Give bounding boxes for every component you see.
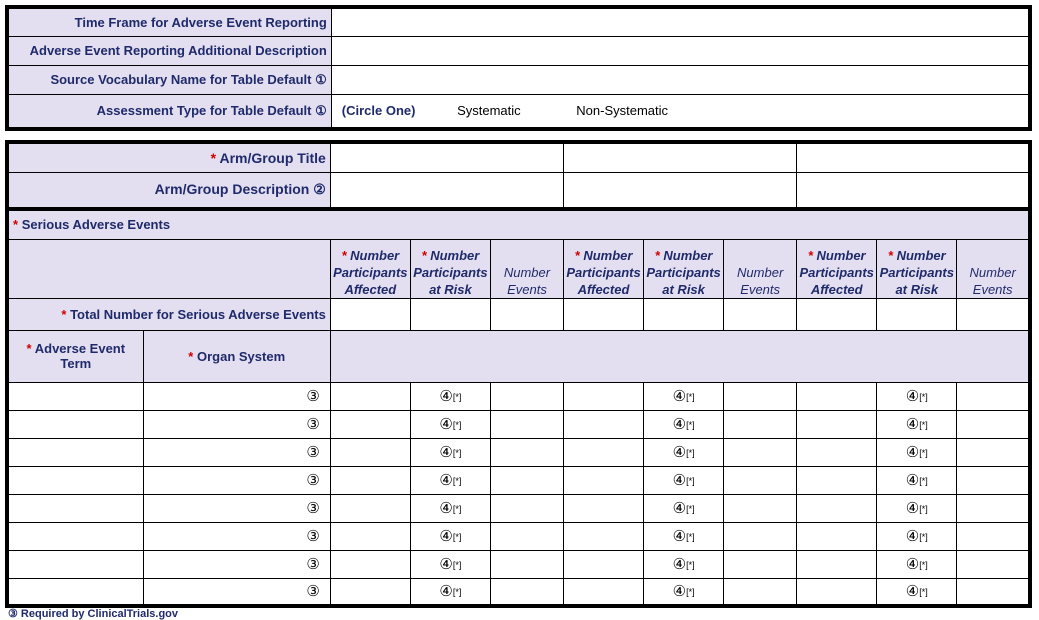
info-marker-4: ④	[439, 556, 453, 573]
required-bracket: [*]	[686, 392, 695, 402]
info-marker-3: ③	[306, 556, 320, 573]
info-marker-4: ④	[905, 556, 920, 573]
affected-input[interactable]	[330, 550, 410, 578]
affected-input[interactable]	[330, 522, 410, 550]
info-marker-4: ④	[672, 556, 687, 573]
arm-3-title-input[interactable]	[797, 142, 1030, 172]
info-marker-3: ③	[306, 416, 320, 433]
info-marker-4: ④	[905, 583, 920, 601]
events-input[interactable]	[490, 578, 563, 606]
events-input[interactable]	[724, 494, 797, 522]
organ-system-input[interactable]	[143, 466, 330, 494]
ae-term-input[interactable]	[7, 522, 143, 550]
required-bracket: [*]	[686, 448, 695, 458]
info-marker-3: ③	[306, 388, 320, 405]
serious-adverse-events-table	[5, 140, 1032, 608]
total-cell[interactable]	[724, 298, 797, 330]
events-input[interactable]	[724, 438, 797, 466]
total-cell[interactable]	[410, 298, 490, 330]
arm-1-affected-header: * Number Participants Affected	[330, 239, 410, 298]
affected-input[interactable]	[330, 410, 410, 438]
organ-system-input[interactable]	[143, 578, 330, 606]
info-marker-4: ④	[439, 528, 453, 545]
arm-2-title-input[interactable]	[564, 142, 797, 172]
arm-title-label: * Arm/Group Title	[7, 142, 330, 172]
info-marker-4: ④	[439, 444, 453, 461]
required-bracket: [*]	[919, 448, 928, 458]
at-risk-input[interactable]	[410, 438, 490, 466]
required-bracket: [*]	[919, 420, 928, 430]
source-vocabulary-row	[7, 65, 1030, 94]
at-risk-input[interactable]	[410, 410, 490, 438]
organ-system-input[interactable]	[143, 438, 330, 466]
info-marker-4: ④	[905, 444, 920, 461]
events-input[interactable]	[957, 550, 1030, 578]
events-input[interactable]	[490, 550, 563, 578]
required-bracket: [*]	[452, 532, 462, 542]
assessment-type-label: Assessment Type for Table Default ①	[7, 94, 331, 129]
info-marker-4: ④	[905, 416, 920, 433]
sae-column-header-row	[7, 239, 1030, 298]
at-risk-input[interactable]	[877, 494, 957, 522]
at-risk-input[interactable]	[877, 382, 957, 410]
table-row	[7, 438, 1030, 466]
at-risk-input[interactable]	[877, 466, 957, 494]
total-cell[interactable]	[877, 298, 957, 330]
events-input[interactable]	[957, 466, 1030, 494]
table-row	[7, 522, 1030, 550]
affected-input[interactable]	[330, 494, 410, 522]
affected-input[interactable]	[330, 578, 410, 606]
events-input[interactable]	[724, 578, 797, 606]
events-input[interactable]	[724, 522, 797, 550]
affected-input[interactable]	[330, 466, 410, 494]
arm-1-at-risk-header: * Number Participants at Risk	[410, 239, 490, 298]
events-input[interactable]	[490, 466, 563, 494]
required-bracket: [*]	[452, 448, 462, 458]
ae-term-input[interactable]	[7, 550, 143, 578]
info-marker-3: ③	[306, 444, 320, 461]
option-non-systematic[interactable]: Non-Systematic	[576, 103, 669, 119]
at-risk-input[interactable]	[644, 438, 724, 466]
at-risk-input[interactable]	[877, 550, 957, 578]
required-bracket: [*]	[919, 476, 928, 486]
ae-term-input[interactable]	[7, 578, 143, 606]
at-risk-input[interactable]	[410, 382, 490, 410]
affected-input[interactable]	[797, 438, 877, 466]
required-bracket: [*]	[452, 587, 462, 598]
arm-2-affected-header: * Number Participants Affected	[564, 239, 644, 298]
at-risk-input[interactable]	[644, 494, 724, 522]
affected-input[interactable]	[564, 578, 644, 606]
at-risk-input[interactable]	[410, 494, 490, 522]
events-input[interactable]	[490, 438, 563, 466]
arm-3-affected-header: * Number Participants Affected	[797, 239, 877, 298]
assessment-type-row	[7, 94, 1030, 129]
required-bracket: [*]	[919, 587, 928, 598]
info-marker-4: ④	[905, 472, 920, 489]
required-bracket: [*]	[686, 532, 695, 542]
ae-term-input[interactable]	[7, 382, 143, 410]
info-marker-3: ③	[306, 472, 320, 489]
affected-input[interactable]	[564, 494, 644, 522]
required-bracket: [*]	[452, 504, 462, 514]
affected-input[interactable]	[797, 410, 877, 438]
events-input[interactable]	[957, 522, 1030, 550]
affected-input[interactable]	[330, 382, 410, 410]
info-marker-4: ④	[672, 388, 687, 405]
affected-input[interactable]	[797, 522, 877, 550]
required-bracket: [*]	[919, 504, 928, 514]
required-bracket: [*]	[919, 560, 928, 570]
at-risk-input[interactable]	[877, 522, 957, 550]
term-organ-header-row	[7, 330, 1030, 382]
assessment-type-options	[331, 94, 1030, 129]
affected-input[interactable]	[564, 466, 644, 494]
affected-input[interactable]	[797, 494, 877, 522]
time-frame-label: Time Frame for Adverse Event Reporting	[7, 7, 331, 36]
at-risk-input[interactable]	[410, 550, 490, 578]
at-risk-input[interactable]	[410, 578, 490, 606]
header-spacer	[7, 239, 330, 298]
at-risk-input[interactable]	[644, 466, 724, 494]
info-marker-2: ①	[315, 102, 327, 118]
at-risk-input[interactable]	[877, 578, 957, 606]
info-marker-3: ③	[306, 583, 320, 601]
events-input[interactable]	[490, 494, 563, 522]
required-bracket: [*]	[919, 532, 928, 542]
info-marker-4: ④	[672, 416, 687, 433]
arm-1-title-input[interactable]	[330, 142, 563, 172]
events-input[interactable]	[957, 438, 1030, 466]
affected-input[interactable]	[564, 550, 644, 578]
at-risk-input[interactable]	[644, 522, 724, 550]
events-input[interactable]	[724, 550, 797, 578]
arm-1-description-input[interactable]	[330, 172, 563, 209]
required-bracket: [*]	[686, 504, 695, 514]
required-bracket: [*]	[686, 587, 695, 598]
source-vocabulary-input[interactable]	[331, 65, 1030, 94]
table-row	[7, 578, 1030, 606]
required-bracket: [*]	[686, 560, 695, 570]
table-row	[7, 382, 1030, 410]
arm-3-events-header: Number Events	[957, 239, 1030, 298]
info-marker-4: ④	[672, 500, 687, 517]
total-cell[interactable]	[490, 298, 563, 330]
info-marker-3: ③	[306, 528, 320, 545]
adverse-event-term-header: * Adverse Event Term	[7, 330, 143, 382]
at-risk-input[interactable]	[877, 438, 957, 466]
arm-title-row	[7, 142, 1030, 172]
time-frame-input[interactable]	[331, 7, 1030, 36]
arm-description-row	[7, 172, 1030, 209]
total-cell[interactable]	[330, 298, 410, 330]
events-input[interactable]	[957, 494, 1030, 522]
events-input[interactable]	[490, 522, 563, 550]
events-input[interactable]	[957, 578, 1030, 606]
arm-2-at-risk-header: * Number Participants at Risk	[644, 239, 724, 298]
table-row	[7, 466, 1030, 494]
circle-one-instruction: (Circle One)	[341, 103, 416, 119]
total-cell[interactable]	[644, 298, 724, 330]
arm-2-description-input[interactable]	[564, 172, 797, 209]
info-marker-4: ④	[672, 444, 687, 461]
organ-system-input[interactable]	[143, 410, 330, 438]
arm-2-events-header: Number Events	[724, 239, 797, 298]
at-risk-input[interactable]	[644, 410, 724, 438]
info-marker-4: ④	[439, 388, 453, 405]
at-risk-input[interactable]	[410, 522, 490, 550]
at-risk-input[interactable]	[644, 550, 724, 578]
required-bracket: [*]	[686, 476, 695, 486]
sae-total-label: * Total Number for Serious Adverse Events	[7, 298, 330, 330]
info-marker-1: ①	[315, 71, 327, 87]
time-frame-row	[7, 7, 1030, 36]
sae-section-title: * Serious Adverse Events	[7, 209, 1030, 239]
affected-input[interactable]	[797, 550, 877, 578]
organ-system-input[interactable]	[143, 494, 330, 522]
source-vocabulary-label: Source Vocabulary Name for Table Default ①	[7, 65, 331, 94]
additional-description-input[interactable]	[331, 36, 1030, 65]
ae-term-input[interactable]	[7, 494, 143, 522]
info-marker-4: ④	[439, 416, 453, 433]
arm-3-at-risk-header: * Number Participants at Risk	[877, 239, 957, 298]
additional-description-row	[7, 36, 1030, 65]
affected-input[interactable]	[797, 578, 877, 606]
additional-description-label: Adverse Event Reporting Additional Description	[7, 36, 331, 65]
affected-input[interactable]	[797, 382, 877, 410]
affected-input[interactable]	[330, 438, 410, 466]
organ-system-input[interactable]	[143, 522, 330, 550]
ae-term-input[interactable]	[7, 438, 143, 466]
total-cell[interactable]	[797, 298, 877, 330]
footnote: ③ Required by ClinicalTrials.gov	[8, 608, 179, 620]
affected-input[interactable]	[564, 522, 644, 550]
events-input[interactable]	[490, 382, 563, 410]
info-marker-4: ④	[672, 528, 687, 545]
table-row	[7, 494, 1030, 522]
arm-3-description-input[interactable]	[797, 172, 1030, 209]
affected-input[interactable]	[564, 438, 644, 466]
events-input[interactable]	[724, 410, 797, 438]
total-cell[interactable]	[564, 298, 644, 330]
info-marker-4: ④	[672, 472, 687, 489]
table-row	[7, 550, 1030, 578]
at-risk-input[interactable]	[877, 410, 957, 438]
info-marker-4: ④	[905, 528, 920, 545]
required-bracket: [*]	[452, 392, 462, 402]
ae-term-input[interactable]	[7, 466, 143, 494]
total-cell[interactable]	[957, 298, 1030, 330]
info-marker-3: ③	[306, 500, 320, 517]
required-bracket: [*]	[452, 560, 462, 570]
info-marker-4: ④	[439, 472, 453, 489]
sae-total-row	[7, 298, 1030, 330]
affected-input[interactable]	[797, 466, 877, 494]
arm-1-events-header: Number Events	[490, 239, 563, 298]
info-marker-4: ④	[439, 583, 453, 601]
organ-system-input[interactable]	[143, 382, 330, 410]
info-marker-4: ④	[439, 500, 453, 517]
info-marker-4: ④	[905, 500, 920, 517]
sae-section-row	[7, 209, 1030, 239]
events-input[interactable]	[724, 466, 797, 494]
info-marker-4: ④	[905, 388, 920, 405]
at-risk-input[interactable]	[410, 466, 490, 494]
required-bracket: [*]	[919, 392, 928, 402]
info-marker-4: ④	[672, 583, 687, 601]
organ-system-header: * Organ System	[143, 330, 330, 382]
affected-input[interactable]	[564, 410, 644, 438]
arm-description-label: Arm/Group Description ②	[7, 172, 330, 209]
required-bracket: [*]	[452, 420, 462, 430]
organ-system-input[interactable]	[143, 550, 330, 578]
events-input[interactable]	[490, 410, 563, 438]
events-input[interactable]	[957, 382, 1030, 410]
reporting-info-table	[5, 5, 1032, 131]
term-organ-spacer	[330, 330, 1030, 382]
events-input[interactable]	[957, 410, 1030, 438]
at-risk-input[interactable]	[644, 382, 724, 410]
table-row	[7, 410, 1030, 438]
events-input[interactable]	[724, 382, 797, 410]
option-systematic[interactable]: Systematic	[457, 103, 521, 119]
ae-term-input[interactable]	[7, 410, 143, 438]
required-bracket: [*]	[686, 420, 695, 430]
affected-input[interactable]	[564, 382, 644, 410]
required-bracket: [*]	[452, 476, 462, 486]
at-risk-input[interactable]	[644, 578, 724, 606]
